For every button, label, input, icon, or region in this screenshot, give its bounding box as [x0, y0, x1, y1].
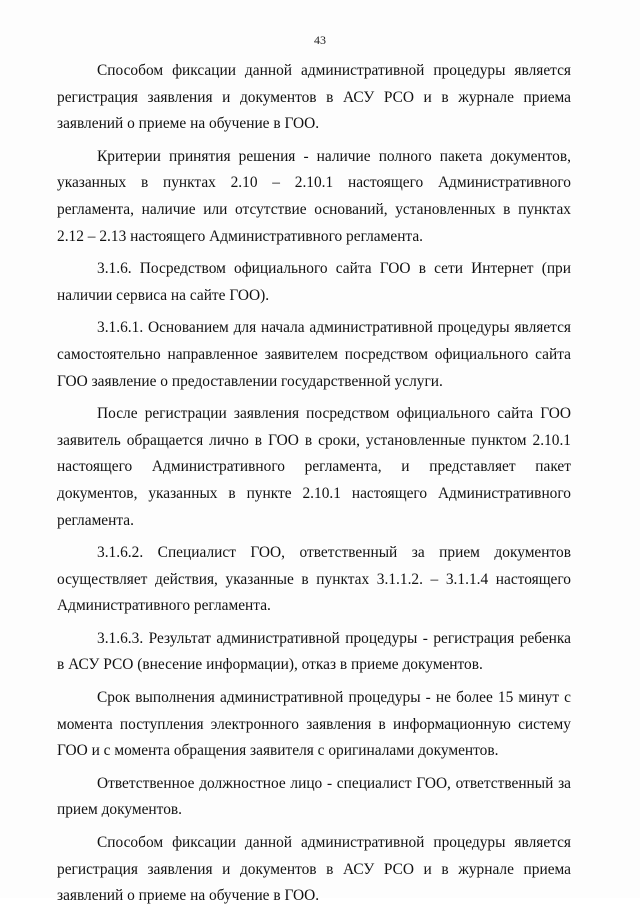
- paragraph: Способом фиксации данной административной процедуры является регистрация заявления и документов в АСУ РСО и в журнале приема заявлений о приеме на обучение в ГОО.: [57, 62, 571, 133]
- paragraph: Срок выполнения административной процедуры - не более 15 минут с момента поступления электронного заявления в информационную систему ГОО и с момента обращения заявителя с оригиналами документов.: [57, 689, 571, 760]
- paragraph: 3.1.6.1. Основанием для начала административной процедуры является самостоятельно направленное заявителем посредством официального сайта ГОО заявление о предоставлении государственной услуги.: [57, 319, 571, 390]
- paragraph: После регистрации заявления посредством официального сайта ГОО заявитель обращается лично в ГОО в сроки, установленные пунктом 2.10.1 настоящего Административного регламента, и представляет пакет документов, указанных в пункте 2.10.1 настоящего Административного регламента.: [57, 405, 571, 529]
- paragraph: Критерии принятия решения - наличие полного пакета документов, указанных в пунктах 2.10 – 2.10.1 настоящего Административного регламента, наличие или отсутствие оснований, установленных в пунктах 2.12 – 2.13 настоящего Административного регламента.: [57, 147, 571, 245]
- paragraph: Ответственное должностное лицо - специалист ГОО, ответственный за прием документов.: [57, 774, 571, 819]
- paragraph: 3.1.6.2. Специалист ГОО, ответственный за прием документов осуществляет действия, указанные в пунктах 3.1.1.2. – 3.1.1.4 настоящего Административного регламента.: [57, 544, 571, 615]
- paragraph: Способом фиксации данной административной процедуры является регистрация заявления и документов в АСУ РСО и в журнале приема заявлений о приеме на обучение в ГОО.: [57, 834, 571, 905]
- paragraph: 3.1.6. Посредством официального сайта ГОО в сети Интернет (при наличии сервиса на сайте ГОО).: [57, 260, 571, 304]
- document-body: [57, 58, 571, 916]
- paragraph: 3.1.6.3. Результат административной процедуры - регистрация ребенка в АСУ РСО (внесение информации), отказ в приеме документов.: [57, 629, 571, 674]
- page-number: 43: [314, 33, 326, 47]
